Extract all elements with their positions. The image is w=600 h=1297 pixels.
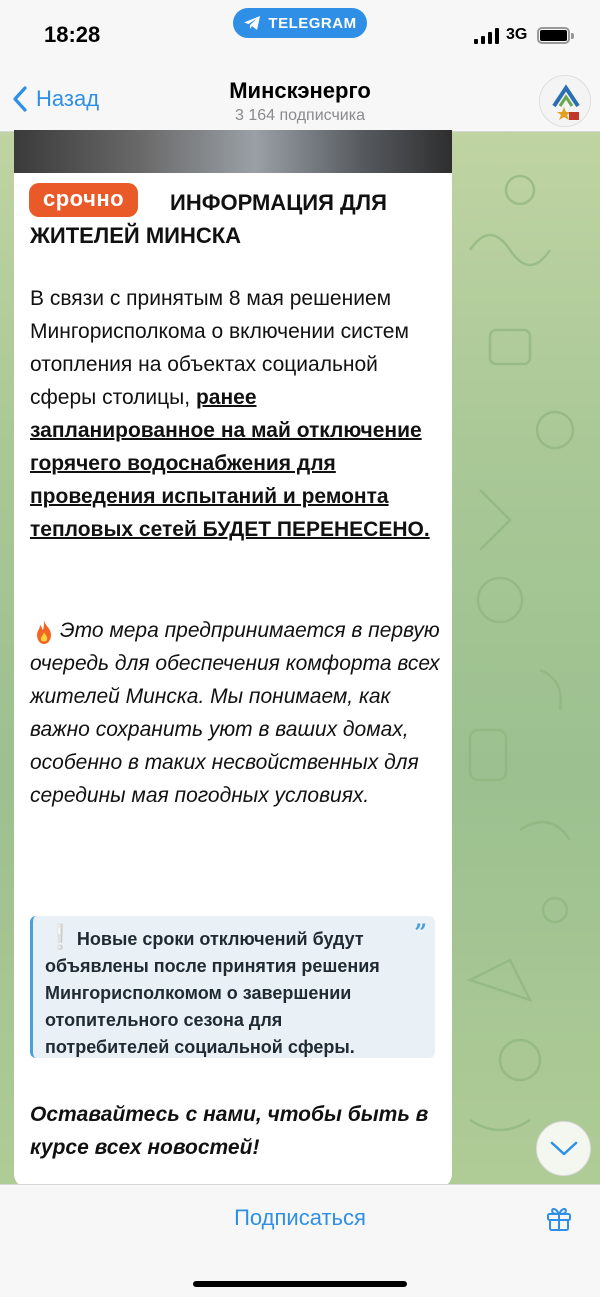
signal-icon: [474, 28, 500, 44]
channel-title[interactable]: Минскэнерго: [229, 78, 371, 103]
subscribe-button[interactable]: Подписаться: [234, 1205, 366, 1230]
quote-text: Новые сроки отключений будут объявлены после принятия решения Мингорисполкомом о завершении отопительного сезона для потребителей социальной сферы.: [45, 929, 380, 1057]
urgent-badge: срочно: [29, 183, 138, 217]
message-headline: ИНФОРМАЦИЯ ДЛЯ ЖИТЕЛЕЙ МИНСКА: [30, 190, 387, 248]
message-bubble[interactable]: [14, 130, 452, 1188]
message-paragraph-1: [30, 282, 444, 546]
back-label: Назад: [36, 86, 100, 111]
telegram-pill[interactable]: [233, 8, 367, 38]
quote-mark-icon: ”: [414, 920, 427, 946]
battery-icon: [537, 27, 570, 44]
scroll-down-button[interactable]: [536, 1121, 591, 1176]
network-type: 3G: [506, 26, 528, 43]
exclamation-icon: ❕: [45, 924, 75, 951]
back-button[interactable]: [12, 86, 99, 112]
back-chevron-icon: [12, 86, 28, 112]
channel-avatar[interactable]: [539, 75, 591, 127]
paragraph-2-text: Это мера предпринимается в первую очередь для обеспечения комфорта всех жителей Минска. Мы понимаем, как важно сохранить уют в ваших домах, особенно в таких несвойственных для середины мая погодных условиях.: [30, 619, 440, 807]
chat-header: [0, 62, 600, 132]
message-photo[interactable]: [14, 130, 452, 173]
gift-icon[interactable]: [544, 1203, 574, 1233]
status-bar: [0, 0, 600, 62]
telegram-pill-label: TELEGRAM: [268, 14, 357, 32]
bottom-bar: [0, 1184, 600, 1297]
subscriber-count: 3 164 подписчика: [235, 107, 365, 124]
message-paragraph-2: [30, 614, 444, 812]
chevron-down-icon: [550, 1141, 578, 1157]
paragraph-1-emphasis: ранее запланированное на май отключение горячего водоснабжения для проведения испытаний и ремонта тепловых сетей БУДЕТ ПЕРЕНЕСЕНО.: [30, 386, 430, 541]
paragraph-1-text: В связи с принятым 8 мая решением Мингорисполкома о включении систем отопления на объектах социальной сферы столицы,: [30, 287, 409, 409]
status-time: 18:28: [44, 22, 101, 47]
telegram-icon: [243, 15, 261, 31]
blockquote: [30, 916, 435, 1058]
home-indicator: [193, 1281, 407, 1287]
channel-logo-icon: [540, 76, 591, 127]
message-outro: Оставайтесь с нами, чтобы быть в курсе всех новостей!: [30, 1103, 429, 1159]
